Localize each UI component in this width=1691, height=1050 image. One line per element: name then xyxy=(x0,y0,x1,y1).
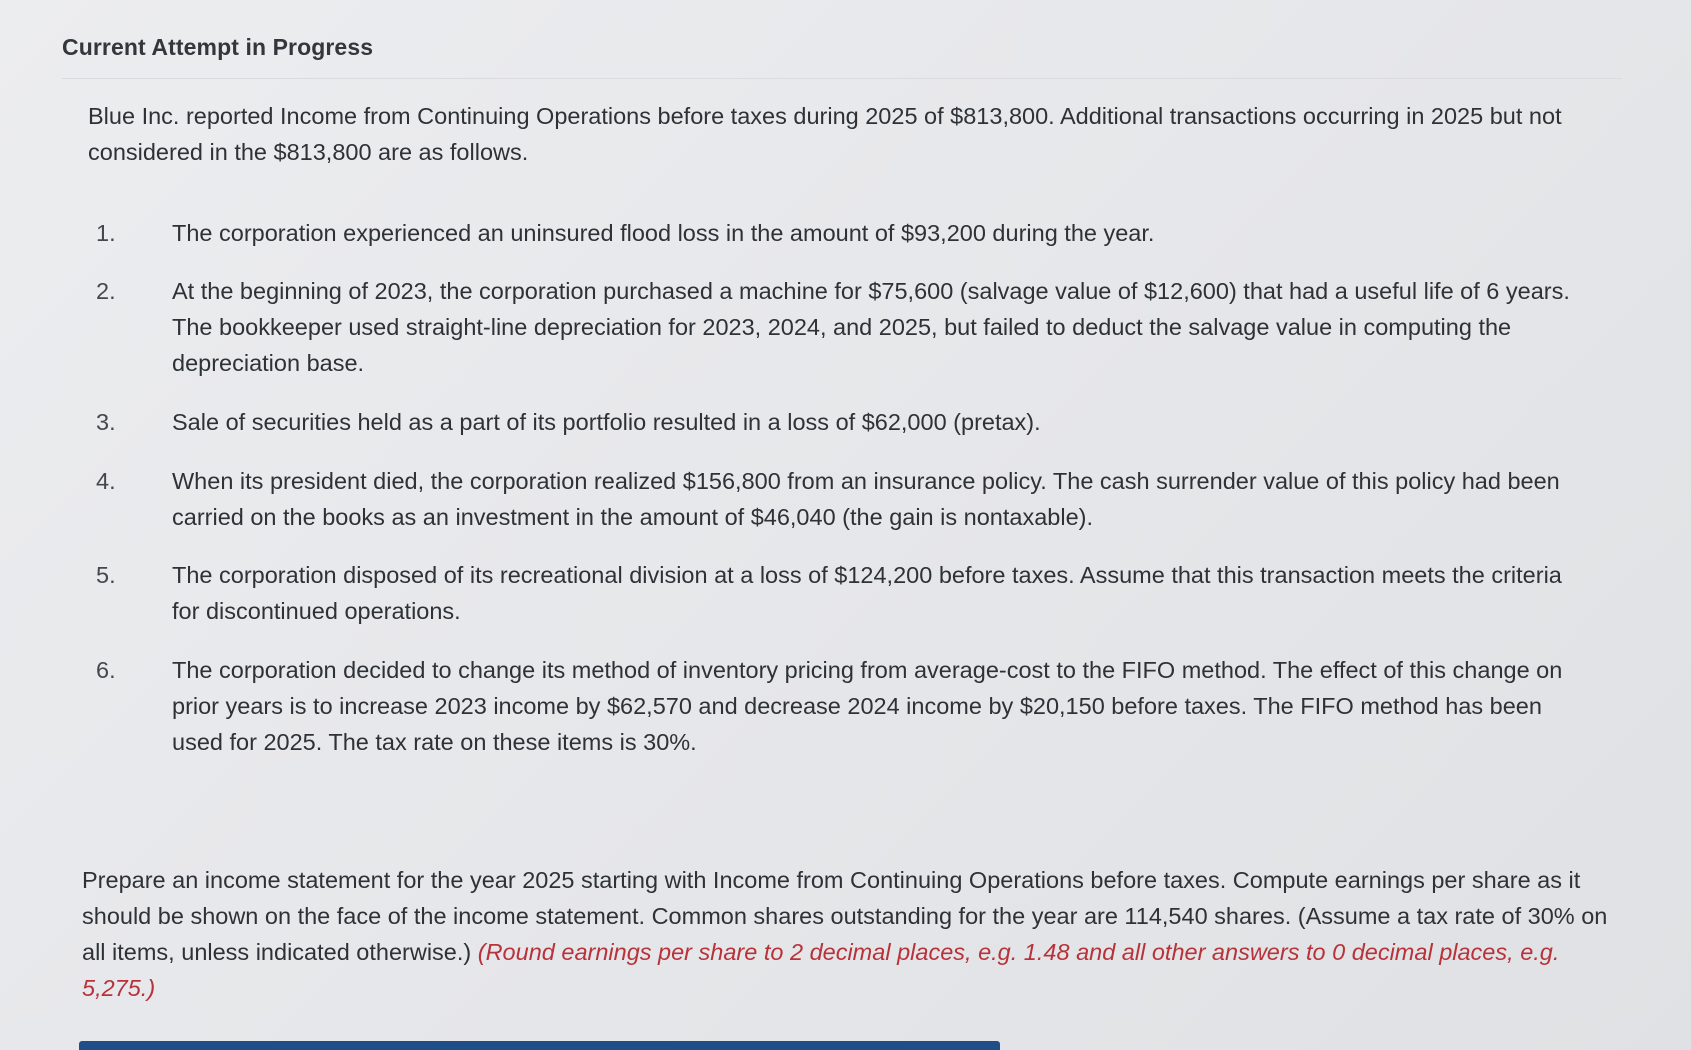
attempt-status-title: Current Attempt in Progress xyxy=(62,34,374,60)
list-item xyxy=(96,463,1596,535)
item-text: When its president died, the corporation realized $156,800 from an insurance policy. The cash surrender value of this policy had been carried on the books as an investment in the amount of $46,040 (the gain is nontaxable). xyxy=(172,468,1560,530)
rounding-note: (Round earnings per share to 2 decimal places, e.g. 1.48 and all other answers to 0 decimal places, e.g. 5,275.) xyxy=(82,939,1560,1001)
item-number: 6. xyxy=(96,657,116,683)
problem-intro: Blue Inc. reported Income from Continuing Operations before taxes during 2025 of $813,800. Additional transactions occurring in 2025 but not considered in the $813,800 are as follows. xyxy=(88,103,1562,165)
attempt-header xyxy=(62,34,1622,79)
item-number: 2. xyxy=(96,278,116,304)
item-text: The corporation experienced an uninsured flood loss in the amount of $93,200 during the year. xyxy=(172,220,1155,246)
list-item xyxy=(96,215,1596,251)
item-number: 4. xyxy=(96,468,116,494)
item-text: Sale of securities held as a part of its portfolio resulted in a loss of $62,000 (pretax). xyxy=(172,409,1041,435)
instructions xyxy=(82,862,1612,1006)
item-text: At the beginning of 2023, the corporation purchased a machine for $75,600 (salvage value of $12,600) that had a useful life of 6 years. The bookkeeper used straight-line depreciation for 2023, 2024, and 2025, but failed to deduct the salvage value in computing the depreciation base. xyxy=(172,278,1570,376)
list-item xyxy=(96,557,1596,629)
list-item xyxy=(96,273,1596,381)
list-item xyxy=(96,404,1596,440)
item-number: 5. xyxy=(96,562,116,588)
item-text: The corporation decided to change its method of inventory pricing from average-cost to the FIFO method. The effect of this change on prior years is to increase 2023 income by $62,570 and decrease 2024 income by $20,150 before taxes. The FIFO method has been used for 2025. The tax rate on these items is 30%. xyxy=(172,657,1563,755)
list-item xyxy=(96,652,1596,760)
item-number: 1. xyxy=(96,220,116,246)
instructions-text: Prepare an income statement for the year 2025 starting with Income from Continuing Operations before taxes. Compute earnings per share as it should be shown on the face of the income statement. Common shares outstanding for the year are 114,540 shares. (Assume a tax rate of 30% on all items, unless indicated otherwise.) xyxy=(82,867,1608,965)
transaction-list xyxy=(96,215,1596,760)
item-text: The corporation disposed of its recreational division at a loss of $124,200 before taxes. Assume that this transaction meets the criteria for discontinued operations. xyxy=(172,562,1562,624)
item-number: 3. xyxy=(96,409,116,435)
answer-table-header-bar xyxy=(79,1041,1000,1050)
